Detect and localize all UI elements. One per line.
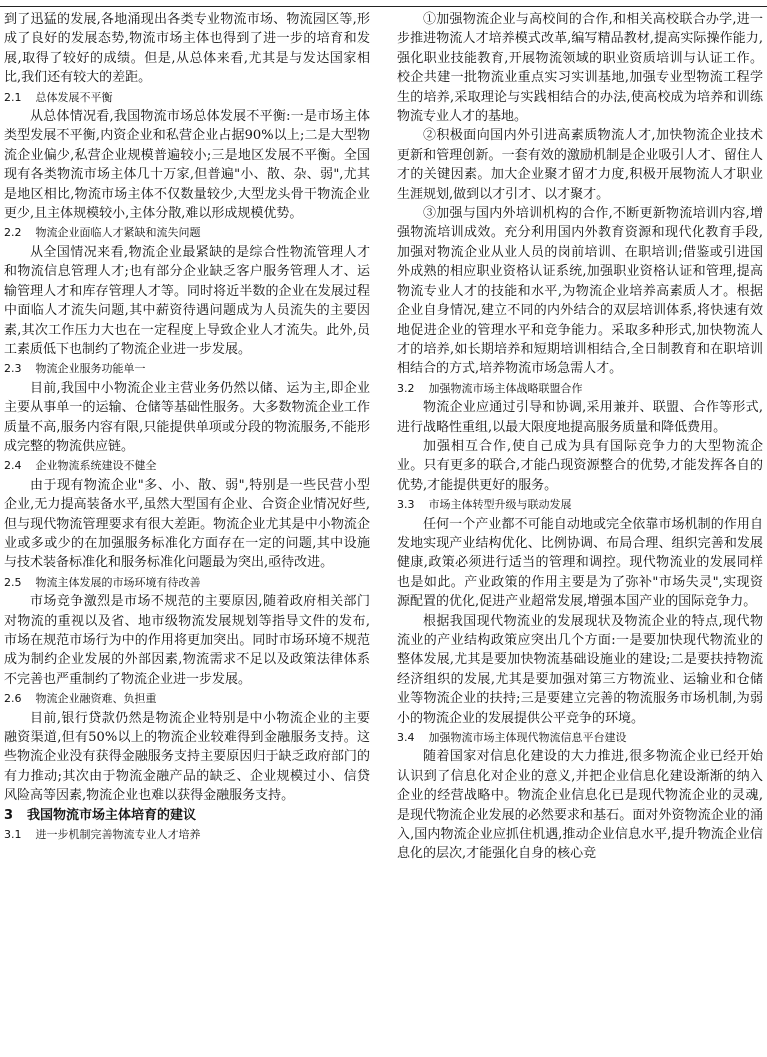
section-heading-3-4: 3.4 加强物流市场主体现代物流信息平台建设 [397,731,627,745]
section-heading-3-1: 3.1 进一步机制完善物流专业人才培养 [4,828,201,842]
paragraph: 加强相互合作,使自己成为具有国际竞争力的大型物流企业。只有更多的联合,才能凸现资源整合的优势,才能发挥各自的优势,才能提供更好的服务。 [397,438,763,493]
section-heading-2-1: 2.1 总体发展不平衡 [4,90,113,104]
paragraph: 从总体情况看,我国物流市场总体发展不平衡:一是市场主体类型发展不平衡,内资企业和私营企业占据90%以上;二是大型物流企业偏少,私营企业规模普遍较小;三是地区发展不平衡。全国现有各类物流市场主体几十万家,但普遍"小、散、杂、弱",尤其是地区相比,物流市场主体不仅数量较少,大型龙头骨干物流企业更少,且主体规模较小,主体分散,难以形成规模优势。 [4,109,370,222]
section-heading-2-4: 2.4 企业物流系统建设不健全 [4,459,157,473]
paragraph: 任何一个产业都不可能自动地或完全依靠市场机制的作用自发地实现产业结构优化、比例协调、布局合理、组织完善和发展健康,政策必须进行适当的管理和调控。现代物流业的发展同样也是如此。产业政策的作用主要是为了弥补"市场失灵",实现资源配置的优化,促进产业超常发展,增强本国产业的国际竞争力。 [397,516,763,610]
section-heading-2-3: 2.3 物流企业服务功能单一 [4,362,146,376]
left-column [4,10,370,845]
paragraph: 物流企业应通过引导和协调,采用兼并、联盟、合作等形式,进行战略性重组,以最大限度地提高服务质量和降低费用。 [397,400,763,435]
section-heading-3: 3 我国物流市场主体培育的建议 [4,807,197,823]
section-heading-2-5: 2.5 物流主体发展的市场环境有待改善 [4,575,201,589]
page-header-rule [0,0,767,7]
section-heading-2-2: 2.2 物流企业面临人才紧缺和流失问题 [4,226,201,240]
paragraph: 由于现有物流企业"多、小、散、弱",特别是一些民营小型企业,无力提高装备水平,虽然大型国有企业、合资企业情况好些,但与现代物流管理要求有很大差距。物流企业尤其是中小物流企业或多或少的在加强服务标准化方面存在一定的问题,其中设施与技术装备标准化和服务标准化问题最为突出,亟待改进。 [4,477,370,571]
paragraph: 随着国家对信息化建设的大力推进,很多物流企业已经开始认识到了信息化对企业的意义,并把企业信息化建设渐渐的纳入企业的经营战略中。物流企业信息化已是现代物流企业的灵魂,是现代物流企业发展的必然要求和基石。面对外资物流企业的涌入,国内物流企业应抓住机遇,推动企业信息水平,提升物流企业信息化的层次,才能强化自身的核心竞 [397,749,763,862]
paragraph: 市场竞争激烈是市场不规范的主要原因,随着政府相关部门对物流的重视以及省、地市级物流发展规划等指导文件的发布,市场在规范市场行为中的作用将更加突出。同时市场环境不规范成为制约企业发展的外部因素,物流需求不足以及政策法律体系不完善也严重制约了物流企业进一步发展。 [4,594,370,687]
paragraph: ③加强与国内外培训机构的合作,不断更新物流培训内容,增强物流培训成效。充分利用国内外教育资源和现代化教育手段,加强对物流企业从业人员的岗前培训、在职培训;借鉴或引进国外成熟的相应职业资格认证系统,加强职业资格认证和管理,提高物流专业人才的技能和水平,为物流企业培养高素质人才。根据企业自身情况,建立不同的内外结合的双层培训体系,将快速有效地促进企业的管理水平和竞争能力。采取多种形式,加快物流人才的培养,如长期培养和短期培训相结合,全日制教育和在职培训相结合的方式,培养物流市场急需人才。 [397,206,763,377]
paragraph: 目前,我国中小物流企业主营业务仍然以储、运为主,即企业主要从事单一的运输、仓储等基础性服务。大多数物流企业工作质量不高,服务内容有限,只能提供单项或分段的物流服务,不能形成完整的物流供应链。 [4,380,370,454]
right-column [397,10,763,864]
paragraph: 根据我国现代物流业的发展现状及物流企业的特点,现代物流业的产业结构政策应突出几个方面:一是要加快现代物流业的整体发展,尤其是要加快物流基础设施业的建设;二是要扶持物流经济组织的发展,尤其是要加强对第三方物流业、运输业和仓储业等物流企业的扶持;三是要建立完善的物流服务市场机制,为弱小的物流企业的发展提供公平竞争的环境。 [397,613,763,726]
paragraph: 从全国情况来看,物流企业最紧缺的是综合性物流管理人才和物流信息管理人才;也有部分企业缺乏客户服务管理人才、运输管理人才和库存管理人才等。同时将近半数的企业在发展过程中面临人才流失问题,其中薪资待遇问题成为人员流失的主要因素,其次工作压力大也在一定程度上导致企业人才流失。此外,员工素质低下也制约了物流企业进一步发展。 [4,244,370,357]
paragraph: ①加强物流企业与高校间的合作,和相关高校联合办学,进一步推进物流人才培养模式改革,编写精品教材,提高实际操作能力,强化职业技能教育,开展物流领域的职业资质培训与认证工作。校企共建一批物流业重点实习实训基地,加强专业型物流工程学生的培养,采取理论与实践相结合的办法,使高校成为培养和训练物流专业人才的基地。 [397,12,763,125]
paragraph: ②积极面向国内外引进高素质物流人才,加快物流企业技术更新和管理创新。一套有效的激励机制是企业吸引人才、留住人才的关键因素。加大企业聚才留才力度,积极开展物流人才职业生涯规划,做到以才引才、以才聚才。 [397,128,763,202]
section-heading-3-3: 3.3 市场主体转型升级与联动发展 [397,498,572,512]
section-heading-3-2: 3.2 加强物流市场主体战略联盟合作 [397,381,583,395]
section-heading-2-6: 2.6 物流企业融资难、负担重 [4,692,157,706]
paragraph: 目前,银行贷款仍然是物流企业特别是中小物流企业的主要融资渠道,但有50%以上的物流企业较难得到金融服务支持。这些物流企业没有获得金融服务支持主要原因归于缺乏政府部门的有力推动;其次由于物流金融产品的缺乏、企业规模过小、信贷风险高等因素,物流企业也难以获得金融服务支持。 [4,710,370,804]
paragraph: 到了迅猛的发展,各地涌现出各类专业物流市场、物流园区等,形成了良好的发展态势,物流市场主体也得到了进一步的培育和发展,取得了较好的成绩。但是,从总体来看,尤其是与发达国家相比,我们还有较大的差距。 [4,12,370,86]
